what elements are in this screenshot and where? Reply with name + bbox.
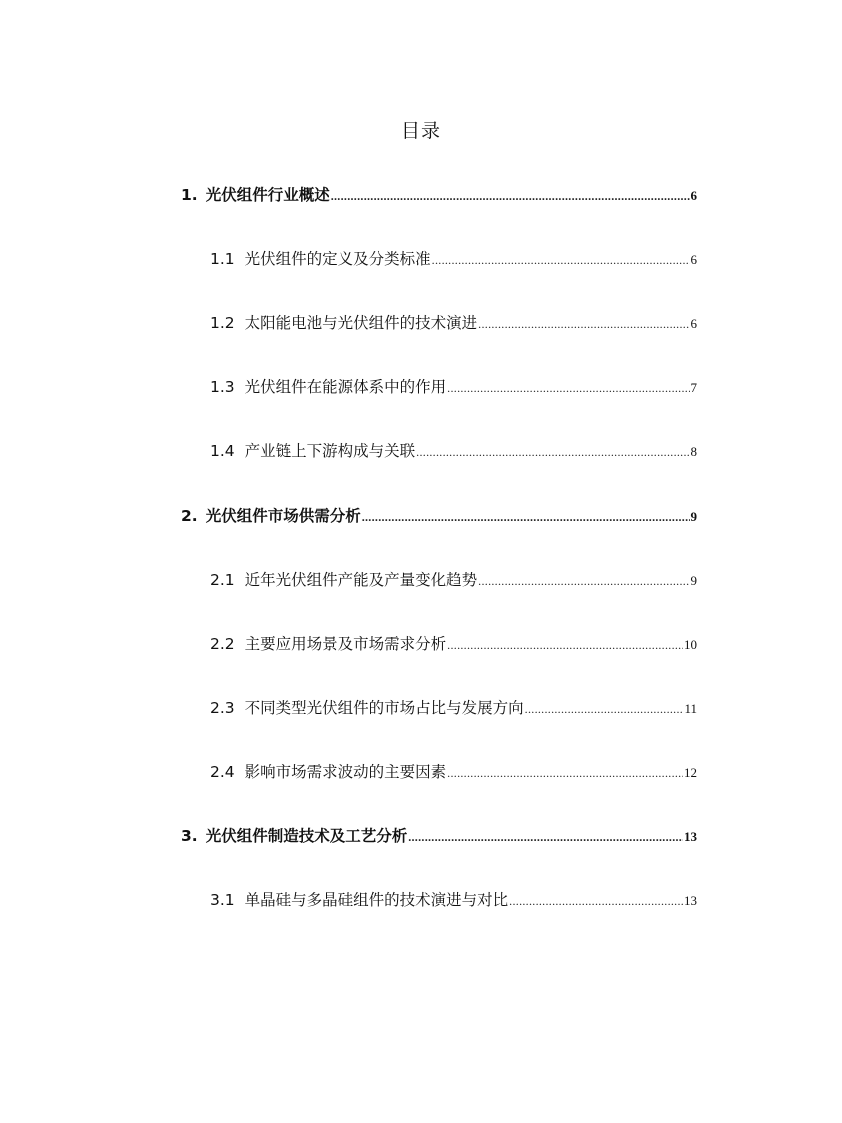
entry-text: 单晶硅与多晶硅组件的技术演进与对比 bbox=[244, 891, 509, 909]
dot-leader bbox=[432, 253, 690, 268]
entry-text: 光伏组件制造技术及工艺分析 bbox=[205, 827, 408, 845]
page-number: 12 bbox=[684, 765, 697, 780]
dot-leader bbox=[447, 381, 689, 396]
dot-leader bbox=[509, 894, 683, 909]
entry-text: 不同类型光伏组件的市场占比与发展方向 bbox=[244, 699, 524, 717]
page-title: 目录 bbox=[400, 120, 441, 142]
entry-text: 光伏组件市场供需分析 bbox=[205, 507, 361, 525]
entry-text: 太阳能电池与光伏组件的技术演进 bbox=[244, 314, 478, 332]
entry-number: 1.4 bbox=[210, 442, 235, 460]
entry-number: 1.3 bbox=[210, 378, 235, 396]
dot-leader bbox=[525, 702, 684, 717]
entry-number: 3.1 bbox=[210, 891, 235, 909]
entry-number: 2.1 bbox=[210, 571, 235, 589]
page-number: 8 bbox=[690, 444, 697, 459]
entry-number: 2.3 bbox=[210, 699, 235, 717]
entry-number: 3. bbox=[181, 827, 198, 845]
page-number: 10 bbox=[684, 637, 697, 652]
dot-leader bbox=[478, 574, 689, 589]
entry-number: 1. bbox=[181, 186, 198, 204]
toc-entry-1-3[interactable] bbox=[210, 375, 697, 397]
toc-entry-2-4[interactable] bbox=[210, 760, 697, 782]
dot-leader bbox=[362, 510, 690, 525]
dot-leader bbox=[447, 766, 683, 781]
entry-number: 1.1 bbox=[210, 250, 235, 268]
toc-entry-2-1[interactable] bbox=[210, 568, 697, 590]
entry-text: 光伏组件在能源体系中的作用 bbox=[244, 378, 447, 396]
entry-text: 产业链上下游构成与关联 bbox=[244, 442, 416, 460]
entry-text: 主要应用场景及市场需求分析 bbox=[244, 635, 447, 653]
page-number: 7 bbox=[690, 380, 697, 395]
entry-text: 近年光伏组件产能及产量变化趋势 bbox=[244, 571, 478, 589]
entry-number: 1.2 bbox=[210, 314, 235, 332]
toc-entry-1-2[interactable] bbox=[210, 311, 697, 333]
dot-leader bbox=[478, 317, 689, 332]
entry-text: 光伏组件行业概述 bbox=[205, 186, 330, 204]
page-number: 11 bbox=[684, 701, 697, 716]
toc-entry-3-1[interactable] bbox=[210, 888, 697, 910]
toc-entry-1-4[interactable] bbox=[210, 439, 697, 461]
dot-leader bbox=[416, 445, 689, 460]
page-number: 9 bbox=[690, 509, 697, 524]
dot-leader bbox=[331, 189, 690, 204]
toc-entry-2-2[interactable] bbox=[210, 632, 697, 654]
toc-entry-2-3[interactable] bbox=[210, 696, 697, 718]
entry-text: 影响市场需求波动的主要因素 bbox=[244, 763, 447, 781]
toc-entry-1-1[interactable] bbox=[210, 247, 697, 269]
page-number: 6 bbox=[690, 252, 697, 267]
dot-leader bbox=[408, 830, 683, 845]
entry-number: 2.4 bbox=[210, 763, 235, 781]
toc-entry-1[interactable] bbox=[181, 183, 697, 205]
entry-number: 2.2 bbox=[210, 635, 235, 653]
entry-number: 2. bbox=[181, 507, 198, 525]
page-number: 13 bbox=[684, 829, 697, 844]
toc-entry-2[interactable] bbox=[181, 504, 697, 526]
dot-leader bbox=[447, 638, 683, 653]
page-number: 6 bbox=[690, 316, 697, 331]
entry-text: 光伏组件的定义及分类标准 bbox=[244, 250, 431, 268]
page-number: 9 bbox=[690, 573, 697, 588]
page-number: 6 bbox=[690, 188, 697, 203]
toc-entry-3[interactable] bbox=[181, 824, 697, 846]
page-number: 13 bbox=[684, 893, 697, 908]
